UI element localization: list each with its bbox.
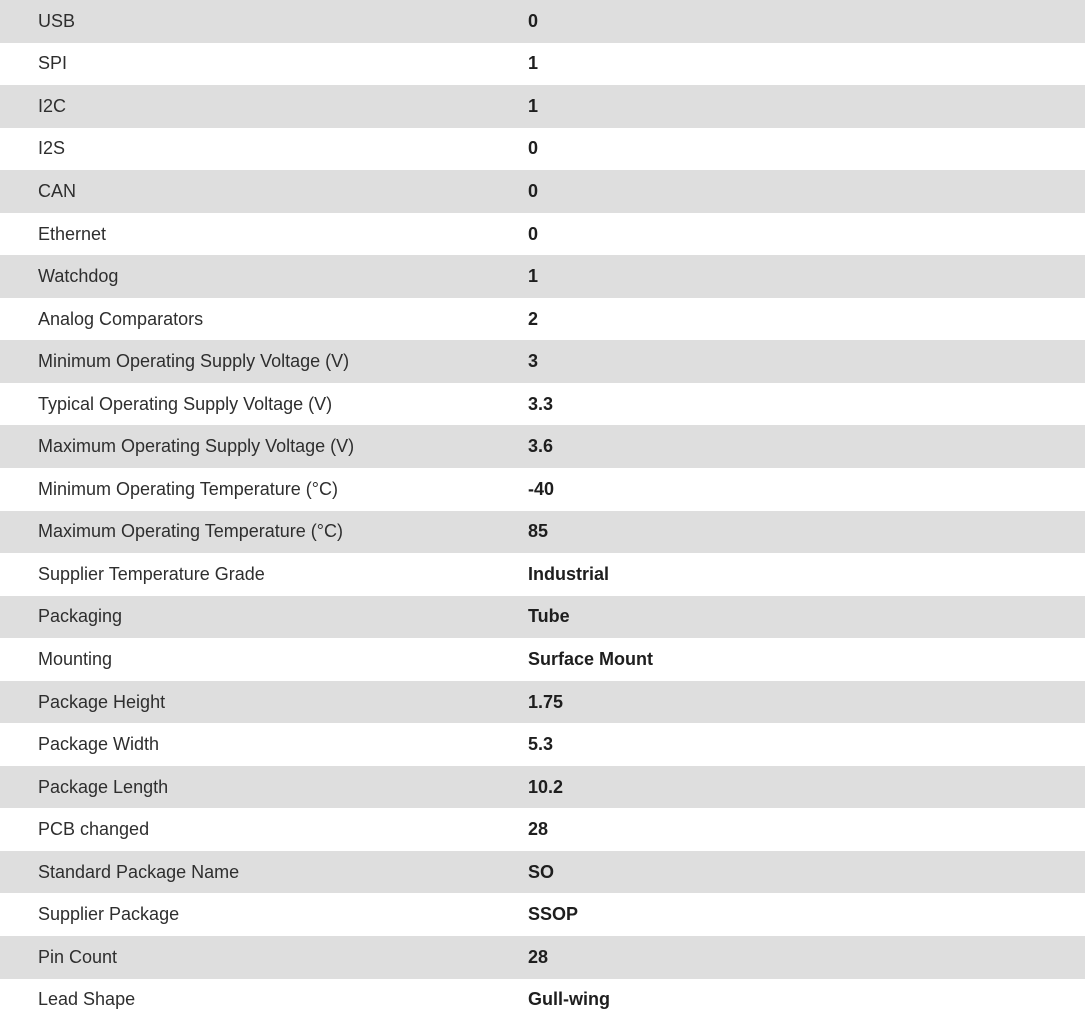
- spec-value: 0: [528, 180, 539, 201]
- spec-row-packaging: [0, 596, 1085, 639]
- spec-value: 3.3: [528, 393, 554, 414]
- spec-row-min-supply-voltage: [0, 340, 1085, 383]
- spec-value: 2: [528, 308, 539, 329]
- spec-name: Package Length: [38, 776, 169, 797]
- spec-name: Supplier Temperature Grade: [38, 563, 265, 584]
- spec-name: I2C: [38, 95, 67, 116]
- spec-row-mounting: [0, 638, 1085, 681]
- spec-value: 0: [528, 10, 539, 31]
- spec-value: 28: [528, 819, 549, 840]
- spec-value: Tube: [528, 606, 570, 627]
- spec-row-spi: [0, 43, 1085, 86]
- spec-value: SSOP: [528, 904, 579, 925]
- spec-value: Gull-wing: [528, 989, 610, 1010]
- spec-value: 0: [528, 138, 539, 159]
- spec-value: 3: [528, 351, 539, 372]
- spec-name: I2S: [38, 138, 66, 159]
- spec-name: Package Width: [38, 734, 160, 755]
- spec-row-max-supply-voltage: [0, 425, 1085, 468]
- spec-row-usb: [0, 0, 1085, 43]
- spec-row-watchdog: [0, 255, 1085, 298]
- spec-name: Minimum Operating Temperature (°C): [38, 478, 338, 499]
- spec-name: PCB changed: [38, 819, 150, 840]
- spec-row-standard-package-name: [0, 851, 1085, 894]
- spec-value: 1: [528, 53, 539, 74]
- spec-name: Pin Count: [38, 946, 118, 967]
- spec-value: 10.2: [528, 776, 564, 797]
- spec-name: Supplier Package: [38, 904, 180, 925]
- spec-name: Typical Operating Supply Voltage (V): [38, 393, 333, 414]
- spec-row-max-temperature: [0, 511, 1085, 554]
- spec-value: Surface Mount: [528, 648, 654, 669]
- spec-row-ethernet: [0, 213, 1085, 256]
- spec-name: SPI: [38, 53, 68, 74]
- spec-row-temperature-grade: [0, 553, 1085, 596]
- spec-row-i2s: [0, 128, 1085, 171]
- spec-name: Ethernet: [38, 223, 107, 244]
- spec-name: Packaging: [38, 606, 123, 627]
- spec-name: Watchdog: [38, 266, 119, 287]
- spec-value: -40: [528, 478, 555, 499]
- spec-name: CAN: [38, 180, 77, 201]
- spec-row-pcb-changed: [0, 808, 1085, 851]
- spec-value: 1: [528, 95, 539, 116]
- spec-row-analog-comparators: [0, 298, 1085, 341]
- spec-row-typ-supply-voltage: [0, 383, 1085, 426]
- spec-row-package-width: [0, 723, 1085, 766]
- spec-value: 1.75: [528, 691, 564, 712]
- spec-name: USB: [38, 10, 76, 31]
- spec-value: 28: [528, 946, 549, 967]
- spec-row-lead-shape: [0, 979, 1085, 1021]
- spec-name: Maximum Operating Supply Voltage (V): [38, 436, 355, 457]
- spec-value: SO: [528, 861, 555, 882]
- spec-row-can: [0, 170, 1085, 213]
- spec-value: Industrial: [528, 563, 610, 584]
- spec-name: Lead Shape: [38, 989, 136, 1010]
- spec-row-supplier-package: [0, 893, 1085, 936]
- spec-name: Mounting: [38, 648, 113, 669]
- spec-row-package-length: [0, 766, 1085, 809]
- spec-name: Standard Package Name: [38, 861, 240, 882]
- spec-name: Package Height: [38, 691, 166, 712]
- spec-row-i2c: [0, 85, 1085, 128]
- spec-name: Analog Comparators: [38, 308, 204, 329]
- spec-value: 0: [528, 223, 539, 244]
- spec-value: 3.6: [528, 436, 554, 457]
- spec-row-min-temperature: [0, 468, 1085, 511]
- spec-name: Maximum Operating Temperature (°C): [38, 521, 343, 542]
- spec-row-pin-count: [0, 936, 1085, 979]
- spec-name: Minimum Operating Supply Voltage (V): [38, 351, 350, 372]
- spec-value: 85: [528, 521, 549, 542]
- spec-value: 1: [528, 266, 539, 287]
- spec-value: 5.3: [528, 734, 554, 755]
- spec-row-package-height: [0, 681, 1085, 724]
